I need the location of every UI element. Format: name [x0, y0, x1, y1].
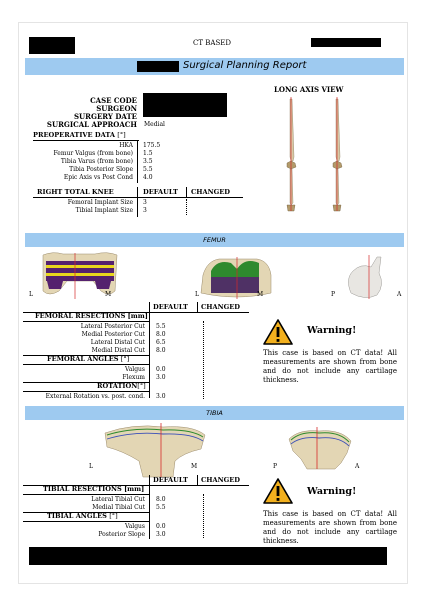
preop-row-label: Epic Axis vs Post Cond: [63, 174, 133, 181]
tibia-warning-text: This case is based on CT data! All measurements are shown from bone and do not include any cartilage thickness.: [263, 510, 397, 545]
tibial-resection-label: Lateral Tibial Cut: [91, 496, 145, 503]
femoral-resection-value: 5.5: [156, 323, 166, 330]
report-title: Surgical Planning Report: [183, 60, 307, 71]
tibia-lateral-image: [285, 423, 355, 471]
redacted-header-right: [311, 38, 381, 47]
femoral-angle-value: 3.0: [156, 374, 166, 381]
femur-band-title: FEMUR: [203, 236, 226, 244]
tibial-resections-title: [43, 485, 144, 493]
tibia-front-image: [103, 421, 207, 479]
femoral-resection-label: Lateral Posterior Cut: [80, 323, 145, 330]
surgical-approach-label: SURGICAL APPROACH: [46, 120, 137, 129]
tibia-band-title: TIBIA: [206, 409, 223, 417]
knee-divider: [186, 187, 187, 197]
knee-changed-header: CHANGED: [191, 188, 230, 196]
femur-caption-a: A: [397, 291, 402, 298]
knee-row-value: 3: [143, 207, 147, 214]
tibial-angles-unit: [°]: [109, 512, 118, 520]
tibia-changed-header: CHANGED: [201, 476, 240, 484]
femur-band: [25, 233, 404, 247]
femur-warning-text: This case is based on CT data! All measurements are shown from bone and do not include any cartilage thickness.: [263, 349, 397, 384]
femur-changed-dots: [203, 321, 204, 399]
tibia-table-line: [23, 521, 149, 522]
femoral-resections-title: [35, 312, 148, 320]
tibia-warning-title: Warning!: [307, 486, 357, 497]
surgery-date-label: SURGERY DATE: [74, 112, 137, 121]
femoral-angle-label: Flexum: [122, 374, 145, 381]
femur-sagittal-image: [341, 253, 393, 301]
tibial-angle-value: 0.0: [156, 523, 166, 530]
long-axis-leg-left: [287, 97, 296, 211]
femoral-resection-label: Lateral Distal Cut: [90, 339, 145, 346]
tibial-resections-unit: [mm]: [124, 485, 145, 493]
surgical-approach-value: Medial: [144, 121, 165, 128]
preop-title: [33, 131, 126, 139]
femoral-resection-value: 8.0: [156, 347, 166, 354]
preop-title-text: PREOPERATIVE DATA: [33, 131, 115, 139]
redacted-logo-left: [29, 37, 75, 54]
tibial-angles-text: TIBIAL ANGLES: [47, 512, 107, 520]
tibial-angle-label: Valgus: [124, 523, 145, 530]
redacted-footer: [29, 547, 387, 565]
preop-unit: [°]: [117, 131, 126, 139]
report-page: [18, 22, 408, 584]
preop-row-value: 3.5: [143, 158, 153, 165]
long-axis-leg-right: [333, 97, 342, 211]
warning-icon: [263, 478, 293, 504]
rotation-label: External Rotation vs. post. cond.: [45, 393, 145, 400]
rotation-text: ROTATION: [97, 382, 138, 390]
femur-caption-l2: L: [195, 291, 199, 298]
rotation-value: 3.0: [156, 393, 166, 400]
surgeon-label: SURGEON: [96, 104, 137, 113]
knee-divider: [137, 187, 138, 217]
header-ct-based: CT BASED: [193, 39, 231, 47]
knee-title: RIGHT TOTAL KNEE: [37, 188, 114, 196]
tibia-caption-p: P: [273, 463, 278, 470]
femoral-resections-text: FEMORAL RESECTIONS: [35, 312, 126, 320]
tibial-angle-value: 3.0: [156, 531, 166, 538]
tibial-resection-label: Medial Tibial Cut: [92, 504, 145, 511]
tibial-resection-value: 8.0: [156, 496, 166, 503]
femoral-resections-unit: [mm]: [127, 312, 148, 320]
tibia-table-divider: [197, 475, 198, 485]
preop-row-value: 1.5: [143, 150, 153, 157]
femur-lateral-image: [197, 253, 275, 305]
femur-table-line: [23, 391, 149, 392]
knee-default-header: DEFAULT: [143, 188, 178, 196]
rotation-title: [97, 382, 146, 390]
redacted-case-values: [143, 93, 227, 117]
tibia-caption-l: L: [89, 463, 93, 470]
knee-underline: [33, 197, 243, 198]
preop-row-label: Femur Valgus (from bone): [53, 150, 133, 157]
femur-table-divider: [197, 302, 198, 312]
femoral-resection-value: 8.0: [156, 331, 166, 338]
case-code-label: CASE CODE: [90, 96, 137, 105]
knee-row-value: 3: [143, 199, 147, 206]
tibia-default-header: DEFAULT: [153, 476, 188, 484]
title-band: [25, 58, 404, 75]
preop-row-label: Tibia Varus (from bone): [60, 158, 133, 165]
femur-caption-p: P: [331, 291, 336, 298]
warning-icon: [263, 319, 293, 345]
femur-default-header: DEFAULT: [153, 303, 188, 311]
knee-row-label: Femoral Implant Size: [67, 199, 133, 206]
tibia-table-line: [23, 494, 149, 495]
femur-table-line: [23, 364, 149, 365]
preop-row-label: HKA: [119, 142, 133, 149]
tibial-resection-value: 5.5: [156, 504, 166, 511]
preop-underline: [33, 140, 139, 141]
tibia-changed-dots: [203, 494, 204, 538]
preop-row-value: 5.5: [143, 166, 153, 173]
femoral-angle-value: 0.0: [156, 366, 166, 373]
femur-table-line: [23, 321, 149, 322]
knee-row-label: Tibial Implant Size: [75, 207, 133, 214]
tibial-angle-label: Posterior Slope: [98, 531, 145, 538]
tibia-caption-a: A: [355, 463, 360, 470]
femoral-resection-label: Medial Distal Cut: [91, 347, 145, 354]
tibia-band: [25, 406, 404, 420]
femoral-resection-value: 6.5: [156, 339, 166, 346]
long-axis-image: [281, 97, 371, 215]
tibial-resections-text: TIBIAL RESECTIONS: [43, 485, 122, 493]
femoral-angles-title: [47, 355, 129, 363]
preop-row-label: Tibia Posterior Slope: [69, 166, 133, 173]
femur-caption-m2: M: [257, 291, 264, 298]
redacted-title-prefix: [137, 61, 179, 72]
femoral-angle-label: Valgus: [124, 366, 145, 373]
knee-changed-dots: [186, 199, 187, 215]
tibia-caption-m: M: [191, 463, 198, 470]
preop-row-value: 175.5: [143, 142, 161, 149]
femoral-angles-text: FEMORAL ANGLES: [47, 355, 119, 363]
femur-caption-m1: M: [105, 291, 112, 298]
tibial-angles-title: [47, 512, 118, 520]
rotation-unit: [°]: [137, 382, 146, 390]
long-axis-title: LONG AXIS VIEW: [274, 85, 344, 94]
femur-table-divider: [149, 302, 150, 398]
femur-warning-title: Warning!: [307, 325, 357, 336]
femoral-angles-unit: [°]: [120, 355, 130, 363]
femur-caption-l1: L: [29, 291, 33, 298]
preop-row-value: 4.0: [143, 174, 153, 181]
femoral-resection-label: Medial Posterior Cut: [81, 331, 145, 338]
preop-divider: [137, 141, 138, 183]
femur-changed-header: CHANGED: [201, 303, 240, 311]
